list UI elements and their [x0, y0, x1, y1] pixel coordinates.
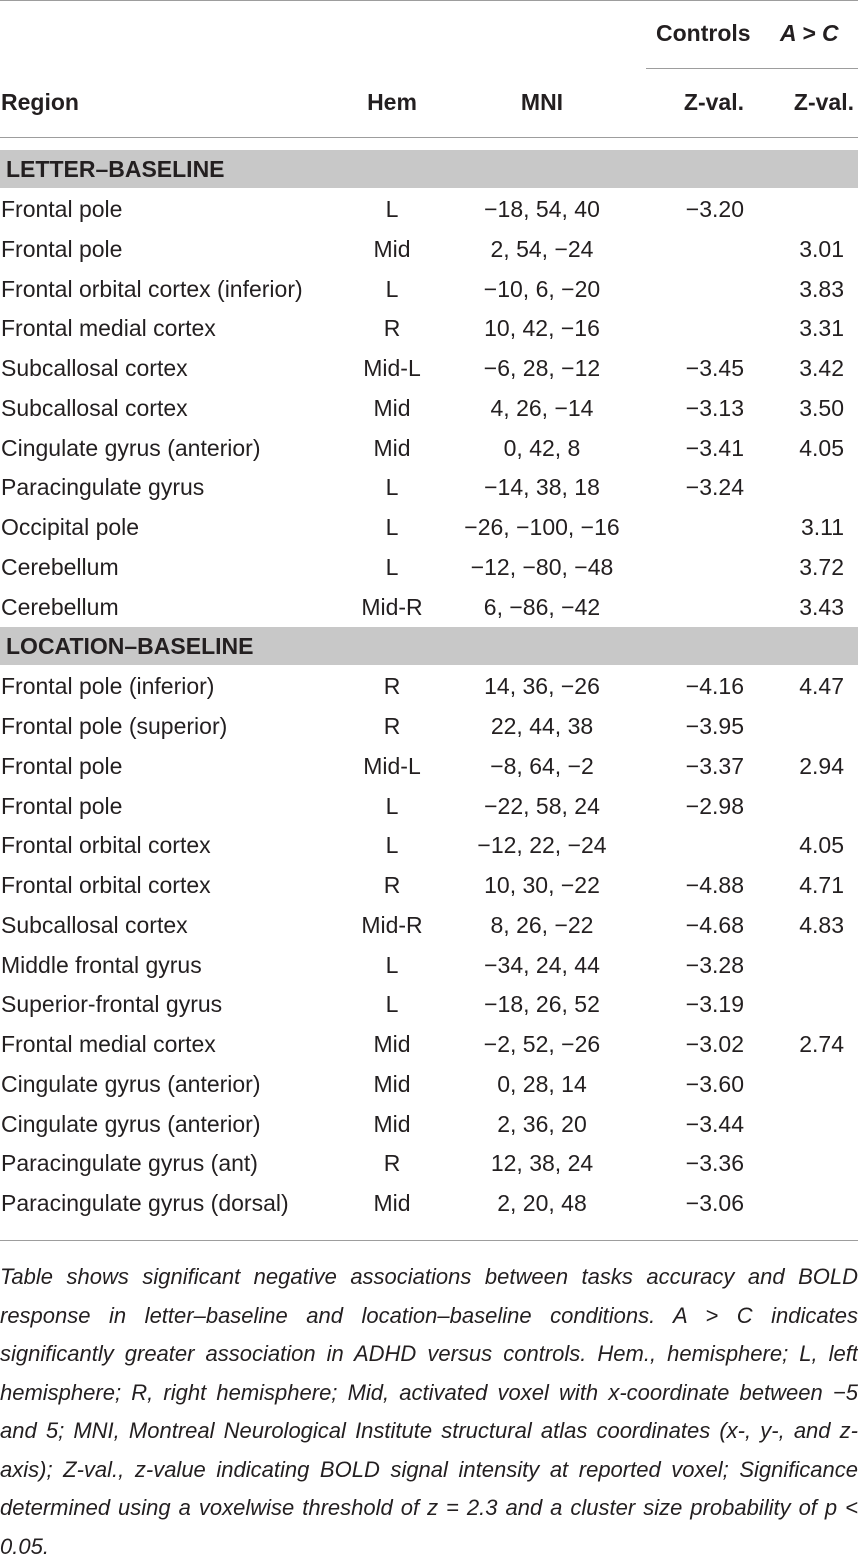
cell-region: Subcallosal cortex: [1, 355, 188, 381]
cell-region: Frontal pole: [1, 792, 123, 819]
cell-hem: Mid: [373, 1110, 411, 1137]
cell-ac-zval: 4.71: [799, 872, 844, 898]
section-title: LOCATION–BASELINE: [6, 633, 254, 660]
cell-hem: R: [383, 315, 401, 342]
cell-hem: L: [385, 991, 399, 1018]
cell-region: Middle frontal gyrus: [1, 951, 202, 978]
cell-hem: Mid-R: [361, 593, 423, 620]
table-row: [0, 865, 858, 905]
table-row: [0, 388, 858, 428]
bottom-rule: [0, 1240, 858, 1241]
cell-hem: Mid: [373, 1031, 411, 1057]
cell-ac-zval: 3.42: [799, 355, 844, 381]
cell-ac-zval: 2.94: [799, 752, 844, 779]
cell-mni: 2, 36, 20: [497, 1110, 587, 1137]
table-row: [0, 467, 858, 507]
table-row: [0, 1064, 858, 1104]
cell-controls-zval: −3.19: [685, 991, 744, 1018]
table-row: [0, 1183, 858, 1223]
cell-controls-zval: −3.36: [685, 1150, 744, 1177]
cell-mni: −8, 64, −2: [490, 752, 594, 779]
cell-ac-zval: 3.50: [799, 394, 844, 421]
header-group-ac: A > C: [780, 20, 839, 46]
top-rule: [0, 0, 858, 1]
cell-hem: Mid: [373, 1070, 411, 1097]
table-row: [0, 348, 858, 388]
cell-mni: −34, 24, 44: [484, 951, 600, 978]
table-row: [0, 587, 858, 627]
cell-hem: R: [383, 1150, 401, 1177]
table-row: [0, 945, 858, 985]
cell-mni: 0, 28, 14: [497, 1070, 587, 1097]
cell-ac-zval: 4.05: [799, 434, 844, 461]
header-bottom-rule: [0, 137, 858, 138]
table-row: [0, 507, 858, 547]
cell-mni: −12, −80, −48: [470, 553, 614, 580]
table-row: [0, 1143, 858, 1183]
cell-mni: 22, 44, 38: [490, 713, 594, 739]
table-caption: Table shows significant negative associations between tasks accuracy and BOLD response in letter–baseline and location–baseline conditions. A > C indicates significantly greater association in ADHD versus controls. Hem., hemisphere; L, left hemisphere; R, right hemisphere; Mid, activated voxel with x-coordinate between −5 and 5; MNI, Montreal Neurological Institute structural atlas coordinates (x-, y-, and z-axis); Z-val., z-value indicating BOLD signal intensity at reported voxel; Significance determined using a voxelwise threshold of z = 2.3 and a cluster size probability of p < 0.05.: [0, 1264, 858, 1559]
table-row: [0, 189, 858, 229]
cell-hem: Mid-R: [361, 911, 423, 938]
cell-controls-zval: −3.41: [685, 434, 744, 461]
header-mni: MNI: [520, 89, 564, 115]
cell-ac-zval: 3.11: [800, 514, 844, 540]
cell-hem: L: [385, 951, 399, 978]
cell-region: Paracingulate gyrus (ant): [1, 1150, 258, 1177]
cell-hem: L: [385, 275, 399, 302]
cell-mni: −10, 6, −20: [483, 275, 601, 302]
cell-hem: Mid: [373, 235, 411, 262]
cell-mni: 2, 20, 48: [497, 1190, 587, 1216]
cell-region: Frontal pole: [1, 235, 123, 262]
cell-region: Cerebellum: [1, 553, 119, 580]
cell-mni: 10, 30, −22: [484, 872, 600, 898]
cell-ac-zval: 3.31: [799, 315, 844, 342]
table-row: [0, 547, 858, 587]
cell-hem: Mid-L: [363, 752, 421, 779]
cell-mni: −18, 26, 52: [484, 991, 600, 1018]
cell-hem: Mid: [373, 1190, 411, 1216]
table-row: [0, 1104, 858, 1144]
cell-region: Frontal pole (superior): [1, 713, 228, 739]
cell-hem: Mid: [373, 394, 411, 421]
cell-ac-zval: 4.05: [799, 832, 844, 859]
cell-controls-zval: −3.13: [685, 394, 744, 421]
cell-region: Superior-frontal gyrus: [1, 991, 223, 1018]
table-row: [0, 428, 858, 468]
cell-controls-zval: −3.37: [685, 752, 744, 779]
section-title: LETTER–BASELINE: [6, 156, 225, 182]
cell-controls-zval: −4.88: [685, 872, 744, 898]
header-controls-zval: Z-val.: [683, 89, 744, 115]
cell-hem: L: [385, 832, 399, 859]
cell-controls-zval: −2.98: [685, 792, 744, 819]
cell-region: Subcallosal cortex: [1, 394, 188, 421]
cell-controls-zval: −4.16: [685, 673, 744, 700]
cell-controls-zval: −3.45: [685, 355, 744, 381]
cell-mni: −6, 28, −12: [483, 355, 601, 381]
cell-mni: −12, 22, −24: [477, 832, 607, 859]
cell-mni: 12, 38, 24: [490, 1150, 594, 1177]
cell-region: Frontal pole (inferior): [1, 673, 215, 700]
table-row: [0, 229, 858, 269]
group-rule: [646, 68, 858, 69]
cell-controls-zval: −3.28: [685, 951, 744, 978]
cell-hem: R: [383, 872, 401, 898]
header-ac-zval: Z-val.: [793, 89, 854, 115]
cell-hem: L: [385, 514, 399, 540]
cell-region: Cingulate gyrus (anterior): [1, 434, 261, 461]
cell-ac-zval: 3.72: [799, 553, 844, 580]
table-row: [0, 984, 858, 1024]
cell-controls-zval: −3.44: [685, 1110, 744, 1137]
cell-region: Frontal medial cortex: [1, 1031, 216, 1057]
cell-controls-zval: −3.95: [685, 713, 744, 739]
table-row: [0, 308, 858, 348]
cell-hem: Mid: [373, 434, 411, 461]
cell-controls-zval: −3.60: [685, 1070, 744, 1097]
cell-mni: −2, 52, −26: [483, 1031, 601, 1057]
table-row: [0, 666, 858, 706]
cell-region: Cingulate gyrus (anterior): [1, 1070, 261, 1097]
cell-ac-zval: 3.43: [799, 593, 844, 620]
cell-region: Frontal pole: [1, 196, 123, 222]
cell-region: Frontal orbital cortex: [1, 832, 211, 859]
cell-mni: −22, 58, 24: [484, 792, 600, 819]
cell-region: Frontal pole: [1, 752, 123, 779]
cell-ac-zval: 3.83: [799, 275, 844, 302]
cell-mni: 0, 42, 8: [503, 434, 581, 461]
cell-mni: −26, −100, −16: [464, 514, 620, 540]
header-group-controls: Controls: [656, 20, 751, 46]
cell-mni: −14, 38, 18: [484, 474, 600, 501]
table-row: [0, 706, 858, 746]
cell-region: Subcallosal cortex: [1, 911, 188, 938]
cell-region: Cerebellum: [1, 593, 119, 620]
cell-mni: 6, −86, −42: [483, 593, 601, 620]
cell-mni: 2, 54, −24: [490, 235, 594, 262]
cell-hem: L: [385, 474, 399, 501]
table-row: [0, 786, 858, 826]
table-row: [0, 825, 858, 865]
cell-ac-zval: 3.01: [799, 235, 844, 262]
cell-ac-zval: 4.47: [799, 673, 844, 700]
header-region: Region: [1, 89, 79, 115]
table-row: [0, 905, 858, 945]
cell-mni: 4, 26, −14: [490, 394, 594, 421]
cell-ac-zval: 2.74: [799, 1031, 844, 1057]
cell-mni: −18, 54, 40: [484, 196, 600, 222]
cell-ac-zval: 4.83: [799, 911, 844, 938]
cell-region: Frontal orbital cortex: [1, 872, 211, 898]
table-row: [0, 269, 858, 309]
cell-region: Paracingulate gyrus: [1, 474, 205, 501]
section-header: [0, 150, 858, 188]
cell-controls-zval: −3.24: [685, 474, 744, 501]
cell-region: Cingulate gyrus (anterior): [1, 1110, 261, 1137]
table-row: [0, 1024, 858, 1064]
cell-mni: 10, 42, −16: [484, 315, 600, 342]
cell-region: Frontal medial cortex: [1, 315, 216, 342]
cell-mni: 8, 26, −22: [490, 911, 594, 938]
cell-hem: Mid-L: [363, 355, 421, 381]
cell-mni: 14, 36, −26: [484, 673, 600, 700]
table-row: [0, 746, 858, 786]
header-hem: Hem: [367, 89, 417, 115]
cell-hem: L: [385, 792, 399, 819]
section-header: [0, 627, 858, 665]
cell-region: Paracingulate gyrus (dorsal): [1, 1190, 289, 1216]
cell-controls-zval: −3.20: [685, 196, 744, 222]
cell-region: Frontal orbital cortex (inferior): [1, 275, 303, 302]
cell-region: Occipital pole: [1, 514, 140, 540]
cell-hem: R: [383, 713, 401, 739]
cell-hem: L: [385, 196, 399, 222]
cell-controls-zval: −3.02: [685, 1031, 744, 1057]
cell-hem: R: [383, 673, 401, 700]
cell-controls-zval: −3.06: [685, 1190, 744, 1216]
cell-controls-zval: −4.68: [685, 911, 744, 938]
cell-hem: L: [385, 553, 399, 580]
